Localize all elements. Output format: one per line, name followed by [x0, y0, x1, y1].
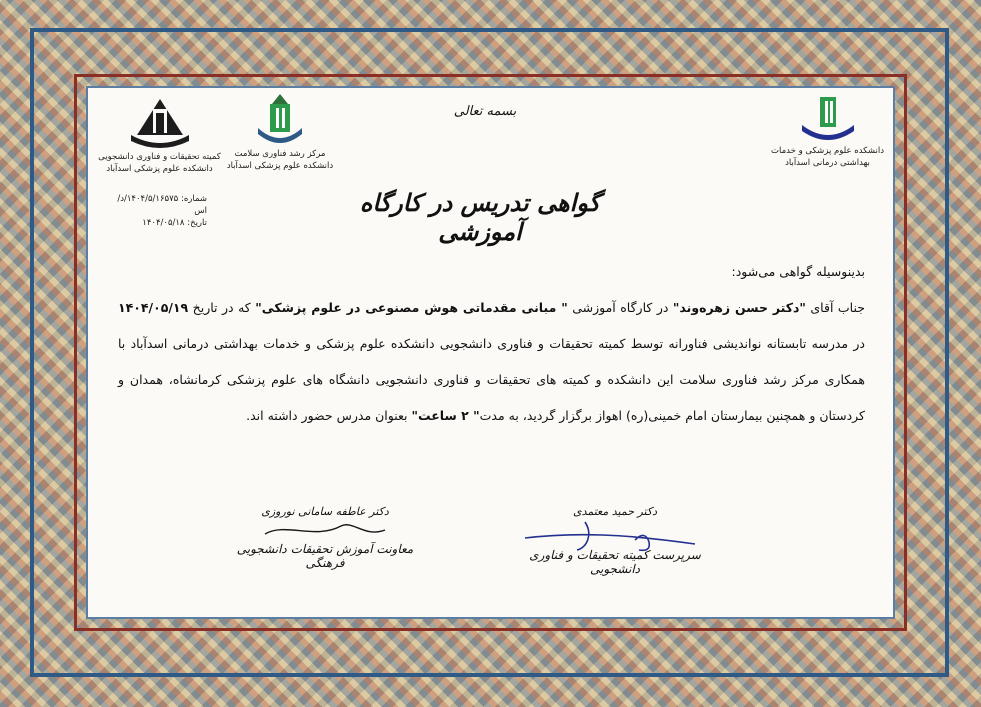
- research-committee-emblem-icon: [125, 95, 195, 151]
- left-logo-caption-1: کمیته تحقیقات و فناوری دانشجویی: [98, 152, 221, 162]
- basmala: بسمه تعالی: [453, 104, 517, 119]
- workshop-title: " مبانی مقدماتی هوش مصنوعی در علوم پزشکی": [255, 300, 568, 315]
- text-part: بعنوان مدرس حضور داشته اند.: [246, 408, 412, 423]
- intro-line: بدینوسیله گواهی می‌شود:: [731, 264, 865, 279]
- reference-number: شماره: ۱۴۰۴/۵/۱۶۵۷۵/د/اس: [117, 194, 207, 216]
- signer-1-role: سرپرست کمیته تحقیقات و فناوری دانشجویی: [529, 548, 701, 576]
- faculty-logo: [770, 95, 885, 169]
- left-logo-caption-2: دانشکده علوم پزشکی اسدآباد: [106, 164, 213, 174]
- certificate-text: [118, 290, 865, 434]
- faculty-emblem-icon: [798, 95, 858, 145]
- health-incubator-logo: [225, 92, 335, 172]
- certificate-body: [118, 254, 865, 434]
- text-part: که در تاریخ: [188, 300, 256, 315]
- research-committee-logo: [92, 95, 227, 175]
- reference-date: تاریخ: ۱۴۰۴/۰۵/۱۸: [142, 218, 207, 228]
- right-logo-caption-1: دانشکده علوم پزشکی و خدمات: [771, 146, 884, 156]
- text-part: جناب آقای: [805, 300, 865, 315]
- text-part: در کارگاه آموزشی: [567, 300, 673, 315]
- signer-2-name: دکتر عاطفه سامانی نوروزی: [261, 505, 389, 518]
- health-incubator-emblem-icon: [252, 92, 308, 148]
- middle-logo-caption-1: مرکز رشد فناوری سلامت: [234, 149, 326, 159]
- workshop-date: ۱۴۰۴/۰۵/۱۹: [118, 300, 189, 315]
- signature-block-2: [220, 505, 430, 570]
- recipient-name: "دکتر حسن زهره‌وند": [672, 300, 806, 315]
- right-logo-caption-2: بهداشتی درمانی اسدآباد: [785, 158, 870, 168]
- duration: " ۲ ساعت": [411, 408, 480, 423]
- reference-block: [107, 193, 207, 229]
- text-part: در مدرسه تابستانه نواندیشی فناورانه توسط کمیته تحقیقات و فناوری دانشجویی دانشکده علوم پزشکی و خدمات بهداشتی درمانی اسدآباد با همکاری مرکز رشد فناوری سلامت این دانشکده و کمیته های تحقیقات و فناوری دانشجویی دانشگاه های علوم پزشکی کرمانشاه، همدان و کردستان و همچنین بیمارستان امام خمینی(ره) اهواز برگزار گردید، به مدت: [118, 336, 865, 423]
- middle-logo-caption-2: دانشکده علوم پزشکی اسدآباد: [226, 161, 334, 171]
- signer-1-name: دکتر حمید معتمدی: [572, 505, 658, 518]
- certificate-title: گواهی تدریس در کارگاه آموزشی: [359, 188, 601, 246]
- signer-2-role: معاونت آموزش تحقیقات دانشجویی فرهنگی: [236, 542, 414, 570]
- signature-block-1: [505, 505, 725, 576]
